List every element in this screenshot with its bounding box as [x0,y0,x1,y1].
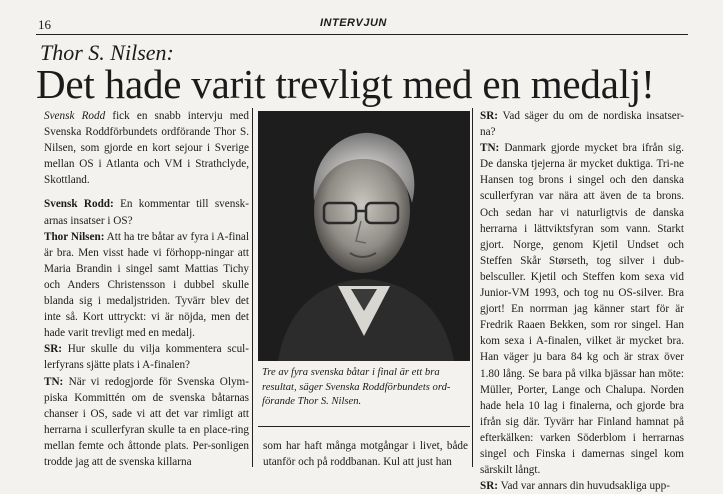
page-number: 16 [38,17,51,32]
speaker: SR: [480,480,499,493]
section-label: INTERVJUN [320,17,387,29]
article-column-1 [44,108,249,470]
column-divider-right [472,108,473,467]
qa-text: Vad säger du om de nordiska insatser-na? [480,110,684,139]
speaker: SR: [480,110,499,122]
speaker: Thor Nilsen: [44,230,105,243]
portrait-photo [258,111,470,361]
byline: Thor S. Nilsen: [40,40,174,65]
photo-caption: Tre av fyra svenska båtar i final är ett bra resultat, säger Svenska Roddförbundets ord-förande Thor S. Nilsen. [262,367,451,407]
qa-text: Vad var annars din huvudsakliga upp- [498,480,670,493]
speaker: TN: [44,375,64,388]
intro-text: fick en snabb intervju med Svenska Roddförbundets ordförande Thor S. Nilsen, som gjorde en kort sejour i Sverige mellan OS i Atlanta och VM i Strathclyde, Skottland. [44,110,249,187]
intro-lead: Svensk Rodd [44,110,106,122]
speaker: Svensk Rodd: [44,198,114,211]
qa-paragraph [44,341,249,373]
qa-text: Hur skulle du vilja kommentera scul-lerfyrans sjätte plats i A-finalen? [44,343,249,372]
headline: Det hade varit trevligt med en medalj! [36,61,655,107]
article-column-3 [480,108,684,494]
qa-text: En kommentar till svensk-arnas insatser i OS? [44,198,250,227]
qa-text: Danmark gjorde mycket bra ifrån sig. De danska tjejerna är mycket duktiga. Tri-ne Hansen tog brons i singel och den danska scullerfyran var nära att även de ta brons. Och sedan har vi naturligtvis de danska herrarna i lättviktsfyran som vann. Starkt gjort. Norge, genom Kjetil Undset och Steffen Skår Størseth, tog silver i dub-belsculler. Kjetil och Steffen kom sexa vid Junior-VM 1993, och tog nu OS-silver. Bra gjort! En norrman jag känner start för är Fredrik Raaen Bekken, som ror singel. Han kom sexa i A-finalen, vilket är mycket bra. Han väger ju bara 84 kg och är strax över 1.80 lång. Se bara på vilka bjässar han möte: Müller, Porter, Lange och Chalupa. Norden hade hela 10 lag i finalerna, och gjorde bra ifrån sig där. Tyvärr har Finland hamnat på efterkälken: varken Söderblom i herrarnas singel och Finska i damernas singel kom särskilt långt. [480,142,684,477]
column-divider-left [252,108,253,467]
qa-paragraph [480,478,684,494]
header-rule [36,34,688,35]
qa-paragraph [44,374,249,471]
qa-paragraph [480,108,684,140]
caption-rule [258,426,470,427]
qa-text: Att ha tre båtar av fyra i A-final är bra. Men visst hade vi förhopp-ningar att Maria Brandin i singel samt Mattias Tichy och Anders Christensson i dubbel skulle blanda sig i medaljstriden. Tyvärr blev det inte så. Kort uttryckt: vi är nöjda, men det hade varit trevligt med en medalj. [44,230,249,340]
article-column-2-text: som har haft många motgångar i livet, både utanför och på roddbanan. Kul att just han [263,440,468,469]
qa-paragraph [44,196,249,228]
speaker: TN: [480,142,500,155]
qa-paragraph [44,229,249,342]
intro-paragraph [44,108,249,188]
qa-text: När vi redogjorde för Svenska Olym-piska Kommittén om de svenska båtarnas chanser i OS, sade vi att det var rimligt att herrarna i scullerfyran skulle ta en place-ring mellan femte och åttonde plats. Per-sonligen trodde jag att de svenska killarna [44,375,249,468]
speaker: SR: [44,343,63,356]
qa-paragraph [480,140,684,478]
